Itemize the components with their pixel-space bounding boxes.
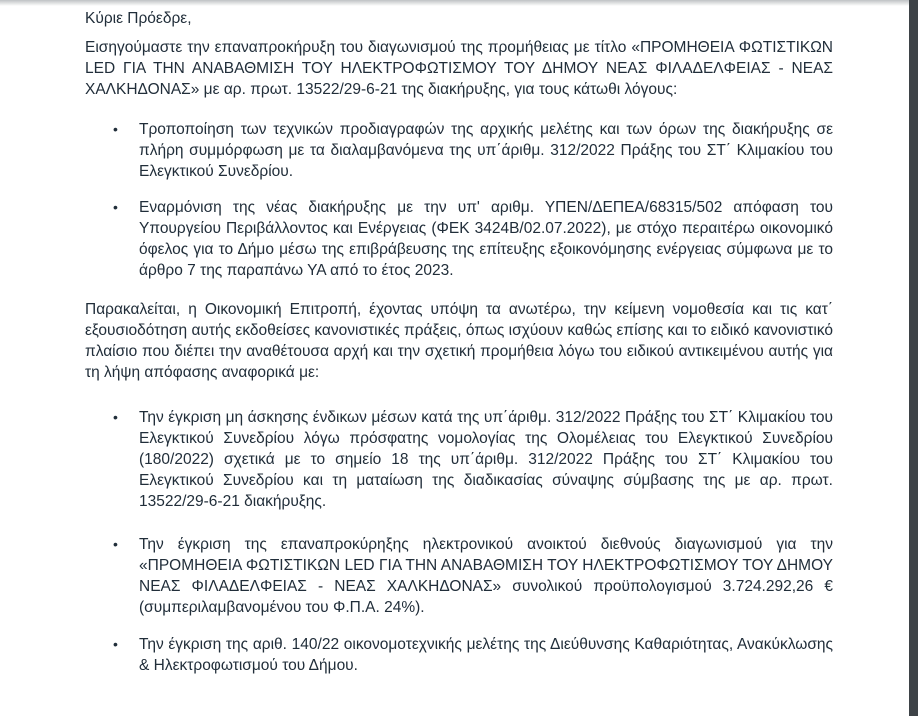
reason-text: Εναρμόνιση της νέας διακήρυξης με την υπ' αριθμ. ΥΠΕΝ/ΔΕΠΕΑ/68315/502 απόφαση του Υπουργείου Περιβάλλοντος και Ενέργειας (ΦΕΚ 3424Β/02.07.2022), με στόχο περαιτέρω οικονομικό όφελος για το Δήμο μέσω της επιβράβευσης της επίτευξης εξοικονόμησης ενέργειας σύμφωνα με το άρθρο 7 της παραπάνω ΥΑ από το έτος 2023. bbox=[139, 199, 833, 279]
approval-text: Την έγκριση μη άσκησης ένδικων μέσων κατά της υπ΄άριθμ. 312/2022 Πράξης του ΣΤ΄ Κλιμακίου του Ελεγκτικού Συνεδρίου λόγω πρόσφατης νομολογίας της Ολομέλειας του Ελεγκτικού Συνεδρίου (180/2022) σχετικά με το σημείο 18 της υπ΄άριθμ. 312/2022 Πράξης του ΣΤ΄ Κλιμακίου του Ελεγκτικού Συνεδρίου και τη ματαίωση της διαδικασίας σύναψης σύμβασης της με αρ. πρωτ. 13522/29-6-21 διακήρυξης. bbox=[139, 409, 833, 510]
reason-text: Τροποποίηση των τεχνικών προδιαγραφών της αρχικής μελέτης και των όρων της διακήρυξης σε πλήρη συμμόρφωση με τα διαλαμβανόμενα της υπ΄άριθμ. 312/2022 Πράξης του ΣΤ΄ Κλιμακίου του Ελεγκτικού Συνεδρίου. bbox=[139, 121, 833, 180]
approval-text: Την έγκριση της αριθ. 140/22 οικονομοτεχνικής μελέτης της Διεύθυνσης Καθαριότητας, Ανακύκλωσης & Ηλεκτροφωτισμού του Δήμου. bbox=[139, 636, 833, 674]
bullet-icon: • bbox=[113, 636, 118, 652]
bullet-icon: • bbox=[113, 199, 118, 215]
reasons-list bbox=[85, 119, 833, 281]
salutation: Κύριε Πρόεδρε, bbox=[85, 10, 192, 27]
page-top-edge bbox=[0, 0, 918, 6]
list-item bbox=[113, 119, 833, 182]
viewer-edge-bar bbox=[909, 0, 918, 716]
request-paragraph: Παρακαλείται, η Οικονομική Επιτροπή, έχοντας υπόψη τα ανωτέρω, την κείμενη νομοθεσία και τις κατ΄ εξουσιοδότηση αυτής εκδοθείσες κανονιστικές πράξεις, όπως ισχύουν καθώς επίσης και το ειδικό κανονιστικό πλαίσιο που διέπει την αναθέτουσα αρχή και την σχετική προμήθεια λόγω του ειδικού αντικειμένου αυτής για τη λήψη απόφασης αναφορικά με: bbox=[85, 301, 833, 381]
list-item bbox=[113, 197, 833, 281]
list-item bbox=[113, 634, 833, 676]
bullet-icon: • bbox=[113, 121, 118, 137]
approval-text: Την έγκριση της επαναπροκύρηξης ηλεκτρονικού ανοικτού διεθνούς διαγωνισμού για την «ΠΡΟΜΗΘΕΙΑ ΦΩΤΙΣΤΙΚΩΝ LED ΓΙΑ ΤΗΝ ΑΝΑΒΑΘΜΙΣΗ ΤΟΥ ΗΛΕΚΤΡΟΦΩΤΙΣΜΟΥ ΤΟΥ ΔΗΜΟΥ ΝΕΑΣ ΦΙΛΑΔΕΛΦΕΙΑΣ - ΝΕΑΣ ΧΑΛΚΗΔΟΝΑΣ» συνολικού προϋπολογισμού 3.724.292,26 € (συμπεριλαμβανομένου του Φ.Π.Α. 24%). bbox=[139, 536, 833, 616]
bullet-icon: • bbox=[113, 409, 118, 425]
list-item bbox=[113, 534, 833, 618]
approvals-list bbox=[85, 407, 833, 676]
bullet-icon: • bbox=[113, 536, 118, 552]
list-item bbox=[113, 407, 833, 512]
intro-paragraph: Εισηγούμαστε την επαναπροκήρυξη του διαγωνισμού της προμήθειας με τίτλο «ΠΡΟΜΗΘΕΙΑ ΦΩΤΙΣΤΙΚΩΝ LED ΓΙΑ ΤΗΝ ΑΝΑΒΑΘΜΙΣΗ ΤΟΥ ΗΛΕΚΤΡΟΦΩΤΙΣΜΟΥ ΤΟΥ ΔΗΜΟΥ ΝΕΑΣ ΦΙΛΑΔΕΛΦΕΙΑΣ - ΝΕΑΣ ΧΑΛΚΗΔΟΝΑΣ» με αρ. πρωτ. 13522/29-6-21 της διακήρυξης, για τους κάτωθι λόγους: bbox=[85, 39, 833, 98]
